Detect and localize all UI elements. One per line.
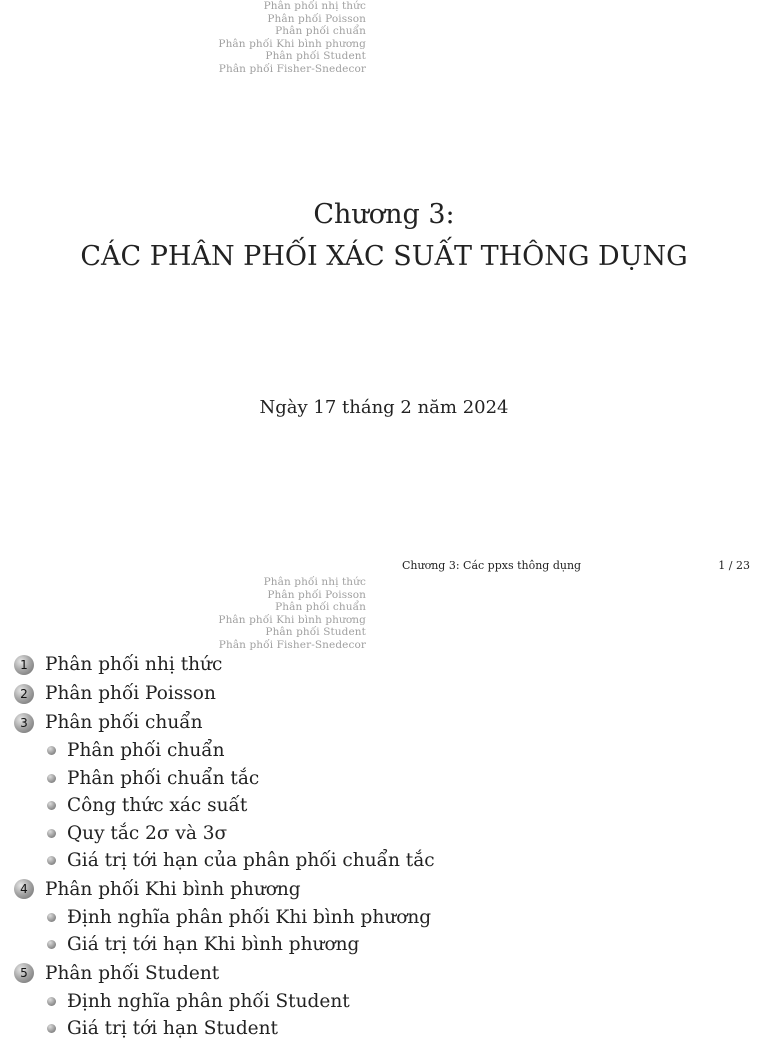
bullet-icon <box>47 801 56 810</box>
footer-short-title: Chương 3: Các ppxs thông dụng <box>402 559 582 572</box>
section-number-badge: 5 <box>14 963 34 983</box>
toc-section-label: Phân phối Khi bình phương <box>45 878 301 900</box>
section-navigation <box>218 0 366 76</box>
nav-link-poisson[interactable]: Phân phối Poisson <box>267 588 366 601</box>
nav-link-binomial[interactable]: Phân phối nhị thức <box>263 0 366 12</box>
toc-subsection[interactable] <box>14 737 768 765</box>
section-number-badge: 1 <box>14 655 34 675</box>
toc-subsection[interactable] <box>14 1015 768 1043</box>
toc-subsection-label: Giá trị tới hạn Student <box>67 1018 278 1040</box>
toc-subsection[interactable] <box>14 792 768 820</box>
toc-section[interactable] <box>14 959 768 988</box>
slide-title <box>0 194 768 278</box>
nav-link-normal[interactable]: Phân phối chuẩn <box>275 25 366 38</box>
toc-subsection[interactable] <box>14 820 768 848</box>
nav-link-fisher[interactable]: Phân phối Fisher-Snedecor <box>218 62 366 75</box>
bullet-icon <box>47 774 56 783</box>
nav-link-chi-square[interactable]: Phân phối Khi bình phương <box>218 613 366 626</box>
section-navigation <box>218 576 366 652</box>
page-number: 1 / 23 <box>718 559 750 572</box>
bullet-icon <box>47 856 56 865</box>
toc-subsection-label: Phân phối chuẩn tắc <box>67 767 260 789</box>
toc-section-label: Phân phối Student <box>45 962 220 984</box>
toc-section[interactable] <box>14 708 768 737</box>
toc-subsection-label: Định nghĩa phân phối Student <box>67 990 350 1012</box>
nav-link-poisson[interactable]: Phân phối Poisson <box>267 12 366 25</box>
toc-section[interactable] <box>14 875 768 904</box>
bullet-icon <box>47 746 56 755</box>
toc-subsection[interactable] <box>14 765 768 793</box>
toc-subsection-label: Quy tắc 2σ và 3σ <box>67 822 228 844</box>
toc-subsection-label: Phân phối chuẩn <box>67 740 225 762</box>
bullet-icon <box>47 997 56 1006</box>
slide-footer <box>0 559 768 575</box>
bullet-icon <box>47 829 56 838</box>
nav-link-student[interactable]: Phân phối Student <box>265 50 366 63</box>
toc-section-label: Phân phối nhị thức <box>45 654 223 675</box>
chapter-label: Chương 3: <box>313 199 455 230</box>
bullet-icon <box>47 1024 56 1033</box>
chapter-title: CÁC PHÂN PHỐI XÁC SUẤT THÔNG DỤNG <box>80 241 688 272</box>
toc-subsection-label: Giá trị tới hạn của phân phối chuẩn tắc <box>67 850 435 872</box>
toc-subsection-label: Công thức xác suất <box>67 795 248 817</box>
toc-subsection[interactable] <box>14 847 768 875</box>
bullet-icon <box>47 913 56 922</box>
toc-slide <box>0 576 768 1040</box>
toc-section-label: Phân phối Poisson <box>45 683 216 704</box>
toc-subsection[interactable] <box>14 904 768 932</box>
table-of-contents <box>14 650 768 1043</box>
nav-link-chi-square[interactable]: Phân phối Khi bình phương <box>218 37 366 50</box>
nav-link-binomial[interactable]: Phân phối nhị thức <box>263 576 366 588</box>
bullet-icon <box>47 940 56 949</box>
nav-link-fisher[interactable]: Phân phối Fisher-Snedecor <box>218 638 366 651</box>
toc-section[interactable] <box>14 650 768 679</box>
toc-section[interactable] <box>14 679 768 708</box>
nav-link-student[interactable]: Phân phối Student <box>265 626 366 639</box>
toc-subsection-label: Định nghĩa phân phối Khi bình phương <box>67 906 432 928</box>
toc-subsection[interactable] <box>14 988 768 1016</box>
slide-date: Ngày 17 tháng 2 năm 2024 <box>259 397 509 418</box>
toc-section-label: Phân phối chuẩn <box>45 712 203 733</box>
section-number-badge: 4 <box>14 879 34 899</box>
nav-link-normal[interactable]: Phân phối chuẩn <box>275 601 366 614</box>
toc-subsection-label: Giá trị tới hạn Khi bình phương <box>67 934 360 956</box>
section-number-badge: 3 <box>14 713 34 733</box>
section-number-badge: 2 <box>14 684 34 704</box>
toc-subsection[interactable] <box>14 931 768 959</box>
